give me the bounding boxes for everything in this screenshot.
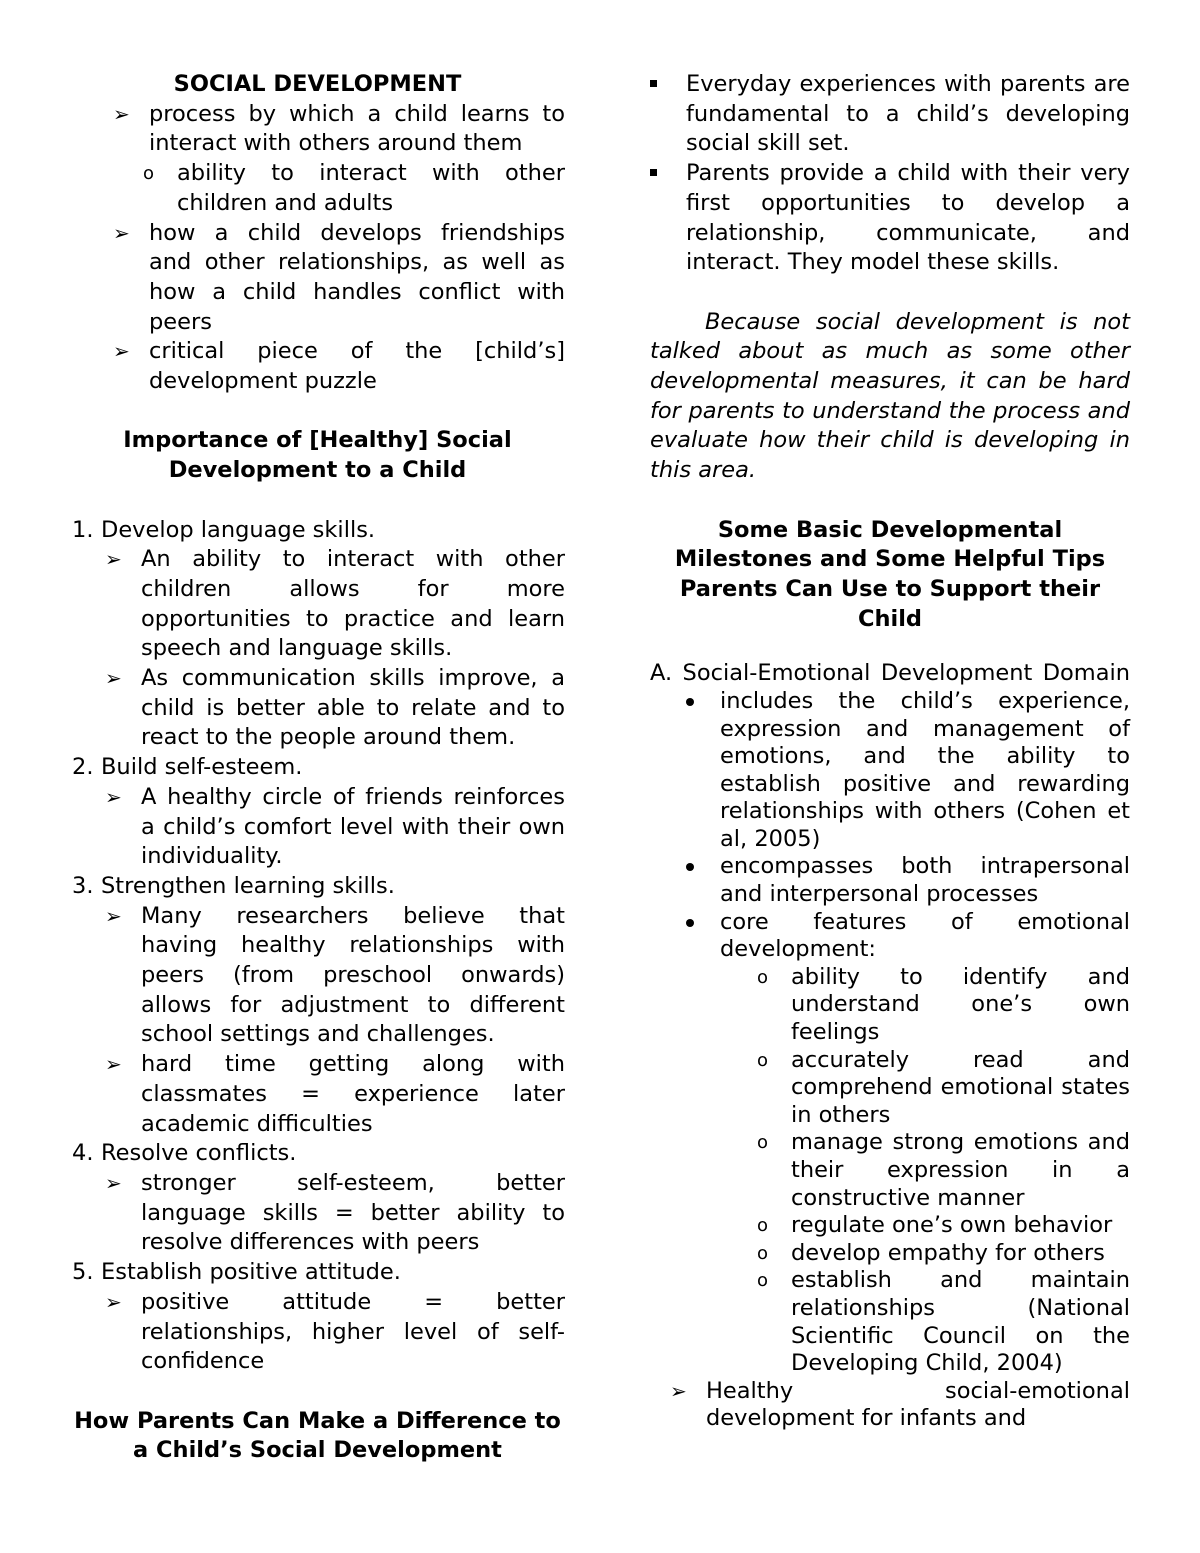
- numbered-item: 4. Resolve conflicts.: [72, 1140, 297, 1167]
- list-item: ➢ A healthy circle of friends reinforces a child’s comfort level with their own individuality.: [105, 783, 565, 870]
- parent-points-list: [650, 70, 1130, 278]
- importance-heading: Importance of [Healthy] Social Development to a Child: [123, 427, 512, 484]
- milestones-heading: Some Basic Developmental Milestones and Some Helpful Tips Parents Can Use to Support their Child: [674, 516, 1106, 632]
- arrow-bullet-icon: ➢: [105, 784, 122, 809]
- list-item: o accurately read and comprehend emotional states in others: [757, 1046, 1130, 1128]
- arrow-bullet-icon: ➢: [105, 1170, 122, 1195]
- list-item: core features of emotional development:: [720, 909, 1130, 964]
- list-item: includes the child’s experience, expression and management of emotions, and the ability to establish positive and rewarding relationships with others (Cohen et al, 2005): [720, 688, 1130, 854]
- circle-bullet-icon: o: [757, 966, 769, 988]
- circle-bullet-icon: o: [757, 1270, 769, 1292]
- domain-points-list: [650, 688, 1130, 1378]
- left-column: [70, 70, 565, 1466]
- arrow-bullet-icon: ➢: [105, 547, 122, 572]
- numbered-item: 3. Strengthen learning skills.: [72, 872, 395, 899]
- importance-list: [70, 516, 565, 1377]
- right-column: [650, 70, 1130, 1433]
- square-bullet-icon: [650, 80, 657, 87]
- list-item: Everyday experiences with parents are fundamental to a child’s developing social skill set.: [686, 70, 1130, 159]
- list-item: ➢ how a child develops friendships and other relationships, as well as how a child handles conflict with peers: [113, 219, 565, 335]
- list-item: ➢ stronger self-esteem, better language skills = better ability to resolve differences with peers: [105, 1169, 565, 1256]
- list-item: ➢ positive attitude = better relationships, higher level of self-confidence: [105, 1288, 565, 1375]
- numbered-item: 2. Build self-esteem.: [72, 754, 303, 781]
- list-item: o establish and maintain relationships (National Scientific Council on the Developing Child, 2004): [757, 1267, 1130, 1377]
- page-title: SOCIAL DEVELOPMENT: [173, 71, 462, 97]
- list-item: ➢ process by which a child learns to interact with others around them: [113, 100, 565, 157]
- list-item: o regulate one’s own behavior: [757, 1212, 1113, 1239]
- disc-bullet-icon: [686, 863, 694, 871]
- list-item: ➢ Many researchers believe that having healthy relationships with peers (from preschool onwards) allows for adjustment to different school settings and challenges.: [105, 902, 565, 1048]
- core-features-list: [720, 964, 1130, 1378]
- arrow-bullet-icon: ➢: [105, 903, 122, 928]
- italic-note: Because social development is not talked about as much as some other developmental measures, it can be hard for parents to understand the process and evaluate how their child is developing in this area.: [650, 308, 1130, 484]
- list-item: o ability to identify and understand one’s own feelings: [757, 963, 1130, 1046]
- circle-bullet-icon: o: [757, 1242, 769, 1264]
- circle-bullet-icon: o: [757, 1215, 769, 1237]
- list-item: o manage strong emotions and their expression in a constructive manner: [757, 1129, 1130, 1211]
- arrow-bullet-icon: ➢: [670, 1378, 687, 1403]
- list-item: ➢ critical piece of the [child’s] development puzzle: [113, 338, 565, 395]
- list-item: ➢ hard time getting along with classmates = experience later academic difficulties: [105, 1051, 565, 1137]
- square-bullet-icon: [650, 169, 657, 176]
- list-item: o develop empathy for others: [757, 1239, 1105, 1266]
- arrow-bullet-icon: ➢: [113, 220, 130, 245]
- arrow-bullet-icon: ➢: [105, 666, 122, 691]
- circle-bullet-icon: o: [757, 1049, 769, 1071]
- list-item: o ability to interact with other children and adults: [143, 160, 565, 216]
- list-item: ➢ Healthy social-emotional development for infants and: [670, 1377, 1130, 1432]
- domain-label: A. Social-Emotional Development Domain: [650, 660, 1130, 687]
- list-item: ➢ An ability to interact with other children allows for more opportunities to practice and learn speech and language skills.: [105, 546, 565, 662]
- intro-list: [70, 100, 565, 397]
- parents-heading: How Parents Can Make a Difference to a Child’s Social Development: [74, 1407, 561, 1464]
- list-item: Parents provide a child with their very first opportunities to develop a relationship, communicate, and interact. They model these skills.: [686, 159, 1130, 278]
- circle-bullet-icon: o: [143, 163, 155, 185]
- arrow-bullet-icon: ➢: [113, 339, 130, 364]
- list-item: ➢ As communication skills improve, a child is better able to relate and to react to the people around them.: [105, 665, 565, 751]
- numbered-item: 5. Establish positive attitude.: [72, 1259, 401, 1286]
- disc-bullet-icon: [686, 698, 694, 706]
- arrow-bullet-icon: ➢: [113, 101, 130, 126]
- intro-sublist: [143, 159, 565, 218]
- list-item: encompasses both intrapersonal and interpersonal processes: [720, 853, 1130, 908]
- numbered-item: 1. Develop language skills.: [72, 516, 376, 543]
- arrow-bullet-icon: ➢: [105, 1289, 122, 1314]
- arrow-bullet-icon: ➢: [105, 1052, 122, 1077]
- circle-bullet-icon: o: [757, 1132, 769, 1154]
- disc-bullet-icon: [686, 919, 694, 927]
